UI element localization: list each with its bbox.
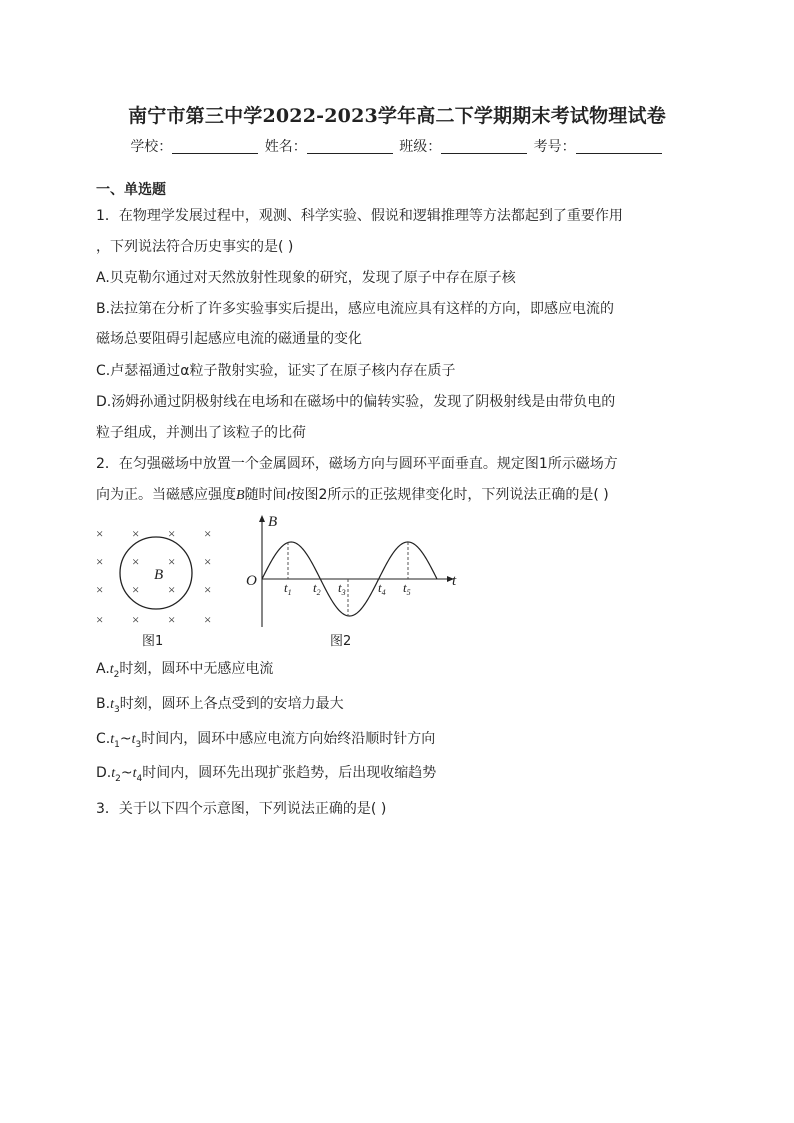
field-cross: × [96, 526, 104, 541]
field-cross: × [204, 526, 212, 541]
q1-stem-line1: 1．在物理学发展过程中，观测、科学实验、假说和逻辑推理等方法都起到了重要作用 [96, 208, 623, 224]
q2-option-b-letter: B. [96, 696, 111, 712]
exam-number-blank[interactable] [576, 139, 662, 154]
field-cross: × [96, 554, 104, 569]
page-title: 南宁市第三中学2022-2023学年高二下学期期末考试物理试卷 [128, 105, 666, 127]
q1-option-d-line2: 粒子组成，并测出了该粒子的比荷 [96, 425, 306, 441]
q2-stem-symbol-b: B [236, 488, 245, 503]
x-axis-label: t [452, 573, 457, 589]
field-cross: × [204, 582, 212, 597]
tilde: ~ [119, 731, 132, 747]
class-blank[interactable] [441, 139, 527, 154]
field-cross: × [168, 612, 176, 627]
figure-1-caption: 图1 [142, 634, 164, 649]
field-cross: × [204, 554, 212, 569]
t-subscript: 3 [113, 704, 120, 715]
tick-t4: $t_4$ [378, 580, 386, 597]
origin-label: O [246, 573, 257, 589]
q2-option-c-letter: C. [96, 731, 111, 747]
q2-stem-line1: 2．在匀强磁场中放置一个金属圆环，磁场方向与圆环平面垂直。规定图1所示磁场方 [96, 456, 618, 472]
fig1-field-label: B [154, 567, 164, 583]
school-blank[interactable] [172, 139, 258, 154]
field-cross: × [132, 554, 140, 569]
field-cross: × [168, 554, 176, 569]
y-axis-label: B [268, 514, 278, 530]
q1-stem-line2: ，下列说法符合历史事实的是( ) [96, 239, 294, 255]
t-subscript: 2 [115, 773, 121, 784]
q1-option-b-line1: B.法拉第在分析了许多实验事实后提出，感应电流应具有这样的方向，即感应电流的 [96, 301, 615, 317]
field-cross: × [168, 526, 176, 541]
t-subscript: 1 [114, 739, 120, 750]
tick-t3: $t_3$ [338, 580, 346, 597]
q2-option-c [96, 729, 435, 755]
field-cross: × [132, 526, 140, 541]
field-cross: × [168, 582, 176, 597]
t-symbol: t [111, 766, 116, 781]
q1-option-d-line1: D.汤姆孙通过阴极射线在电场和在磁场中的偏转实验，发现了阴极射线是由带负电的 [96, 394, 616, 410]
school-label: 学校： [130, 139, 173, 155]
q2-option-d-text: 时间内，圆环先出现扩张趋势，后出现收缩趋势 [142, 765, 437, 781]
tick-t1: $t_1$ [284, 580, 292, 597]
t-symbol: t [131, 732, 136, 747]
t-subscript: 2 [113, 669, 120, 680]
t-symbol: t [110, 697, 114, 712]
field-cross: × [132, 582, 140, 597]
q1-option-b-line2: 磁场总要阻碍引起感应电流的磁通量的变化 [96, 331, 362, 347]
q2-option-b [96, 694, 344, 720]
figure-2-caption: 图2 [330, 634, 352, 649]
q1-option-a: A.贝克勒尔通过对天然放射性现象的研究，发现了原子中存在原子核 [96, 270, 516, 286]
figure-2-sine-graph [240, 512, 470, 632]
q2-stem-line2 [96, 485, 609, 506]
tick-t2: $t_2$ [313, 580, 321, 597]
student-info-line [0, 136, 794, 156]
tick-t5: $t_5$ [403, 580, 411, 597]
section-heading: 一、单选题 [96, 182, 166, 198]
q1-option-c: C.卢瑟福通过α粒子散射实验，证实了在原子核内存在质子 [96, 363, 456, 379]
q2-stem-text-a: 向为正。当磁感应强度 [96, 487, 236, 503]
t-symbol: t [132, 766, 137, 781]
t-subscript: 4 [136, 773, 143, 784]
name-label: 姓名： [264, 139, 307, 155]
t-symbol: t [110, 732, 115, 747]
field-cross: × [204, 612, 212, 627]
exam-number-label: 考号： [533, 139, 576, 155]
figure-1-ring-in-field [90, 518, 230, 630]
name-blank[interactable] [307, 139, 393, 154]
field-cross: × [96, 612, 104, 627]
field-cross: × [96, 582, 104, 597]
tilde: ~ [120, 765, 133, 781]
field-cross: × [132, 612, 140, 627]
t-subscript: 3 [135, 739, 142, 750]
q2-option-a-letter: A. [96, 661, 110, 677]
q2-option-b-text: 时刻，圆环上各点受到的安培力最大 [119, 696, 344, 712]
class-label: 班级： [399, 139, 442, 155]
q2-option-d-letter: D. [96, 765, 112, 781]
q2-stem-symbol-t: t [286, 488, 291, 503]
q2-option-a [96, 659, 273, 685]
t-symbol: t [109, 662, 114, 677]
y-axis-arrow [259, 515, 265, 522]
q2-option-a-text: 时刻，圆环中无感应电流 [119, 661, 274, 677]
q3-stem: 3．关于以下四个示意图，下列说法正确的是( ) [96, 801, 387, 817]
q2-option-c-text: 时间内，圆环中感应电流方向始终沿顺时针方向 [141, 731, 436, 747]
q2-stem-text-c: 按图2所示的正弦规律变化时，下列说法正确的是( ) [290, 487, 609, 503]
q2-option-d [96, 763, 436, 789]
q2-stem-text-b: 随时间 [244, 487, 287, 503]
